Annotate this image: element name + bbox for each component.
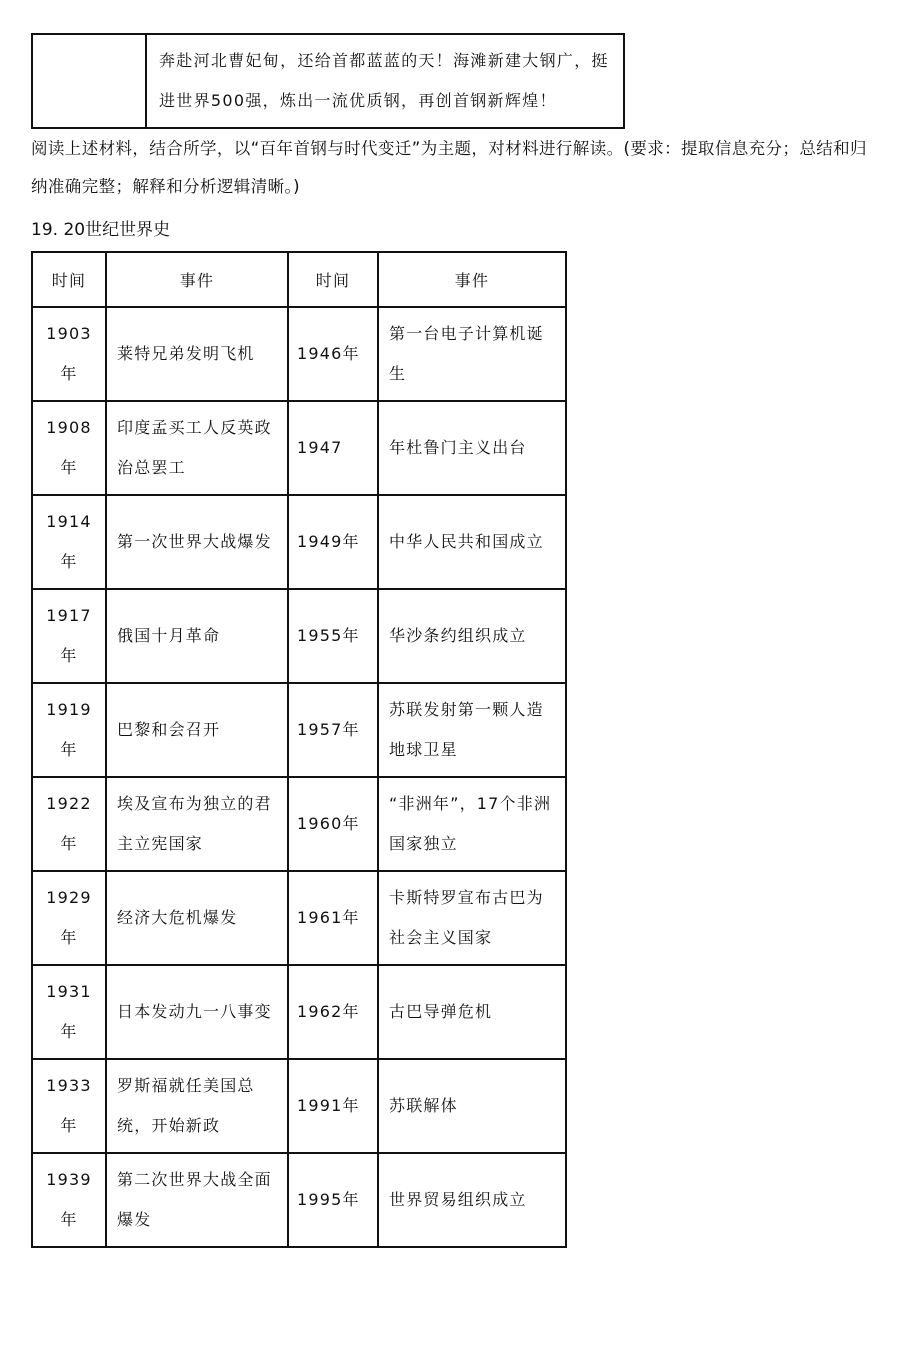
time-cell: 1955年 — [288, 589, 378, 683]
event-cell: 年杜鲁门主义出台 — [378, 401, 566, 495]
event-cell: 苏联发射第一颗人造地球卫星 — [378, 683, 566, 777]
event-cell: 埃及宣布为独立的君主立宪国家 — [106, 777, 288, 871]
section-title: 19. 20世纪世界史 — [31, 220, 171, 240]
time-cell: 1946年 — [288, 307, 378, 401]
event-cell: 第一次世界大战爆发 — [106, 495, 288, 589]
time-cell: 1939年 — [32, 1153, 106, 1247]
header-event-2: 事件 — [378, 252, 566, 307]
material-row — [32, 34, 624, 128]
time-cell: 1933年 — [32, 1059, 106, 1153]
event-cell: 卡斯特罗宣布古巴为社会主义国家 — [378, 871, 566, 965]
event-cell: 日本发动九一八事变 — [106, 965, 288, 1059]
time-cell: 1908年 — [32, 401, 106, 495]
event-cell: 世界贸易组织成立 — [378, 1153, 566, 1247]
table-row — [32, 307, 566, 401]
event-cell: 第一台电子计算机诞生 — [378, 307, 566, 401]
time-cell: 1962年 — [288, 965, 378, 1059]
event-cell: “非洲年”，17个非洲国家独立 — [378, 777, 566, 871]
time-cell: 1919年 — [32, 683, 106, 777]
table-row — [32, 401, 566, 495]
time-cell: 1947 — [288, 401, 378, 495]
time-cell: 1929年 — [32, 871, 106, 965]
table-row — [32, 965, 566, 1059]
event-cell: 第二次世界大战全面爆发 — [106, 1153, 288, 1247]
header-event-1: 事件 — [106, 252, 288, 307]
event-cell: 巴黎和会召开 — [106, 683, 288, 777]
table-row — [32, 1153, 566, 1247]
material-empty-cell — [32, 34, 146, 128]
table-row — [32, 683, 566, 777]
event-cell: 罗斯福就任美国总统，开始新政 — [106, 1059, 288, 1153]
time-cell: 1961年 — [288, 871, 378, 965]
table-row — [32, 777, 566, 871]
material-table — [31, 33, 625, 129]
time-cell: 1917年 — [32, 589, 106, 683]
event-cell: 古巴导弹危机 — [378, 965, 566, 1059]
event-cell: 中华人民共和国成立 — [378, 495, 566, 589]
header-row — [32, 252, 566, 307]
time-cell: 1991年 — [288, 1059, 378, 1153]
time-cell: 1949年 — [288, 495, 378, 589]
time-cell: 1957年 — [288, 683, 378, 777]
event-cell: 华沙条约组织成立 — [378, 589, 566, 683]
time-cell: 1960年 — [288, 777, 378, 871]
event-cell: 莱特兄弟发明飞机 — [106, 307, 288, 401]
timeline-table — [31, 251, 567, 1248]
event-cell: 苏联解体 — [378, 1059, 566, 1153]
table-row — [32, 1059, 566, 1153]
event-cell: 印度孟买工人反英政治总罢工 — [106, 401, 288, 495]
time-cell: 1903年 — [32, 307, 106, 401]
time-cell: 1931年 — [32, 965, 106, 1059]
table-row — [32, 871, 566, 965]
time-cell: 1914年 — [32, 495, 106, 589]
material-text: 奔赴河北曹妃甸，还给首都蓝蓝的天！海滩新建大钢广，挺进世界500强，炼出一流优质钢，再创首钢新辉煌！ — [146, 34, 624, 128]
event-cell: 经济大危机爆发 — [106, 871, 288, 965]
time-cell: 1995年 — [288, 1153, 378, 1247]
time-cell: 1922年 — [32, 777, 106, 871]
header-time-1: 时间 — [32, 252, 106, 307]
instruction-paragraph: 阅读上述材料，结合所学，以“百年首钢与时代变迁”为主题，对材料进行解读。(要求：提取信息充分；总结和归纳准确完整；解释和分析逻辑清晰。) — [31, 139, 867, 196]
table-row — [32, 589, 566, 683]
table-row — [32, 495, 566, 589]
event-cell: 俄国十月革命 — [106, 589, 288, 683]
header-time-2: 时间 — [288, 252, 378, 307]
